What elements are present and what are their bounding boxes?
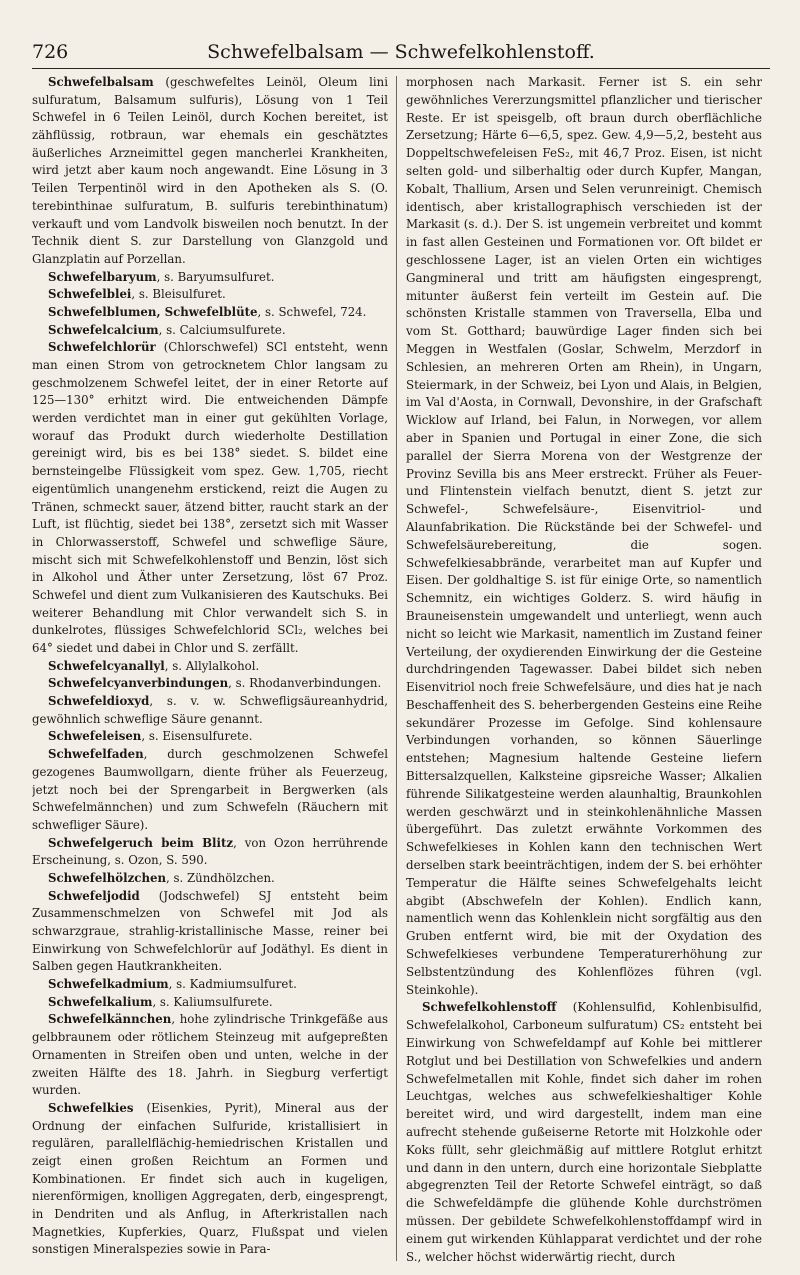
entry-body: (Kohlensulfid, Kohlenbisulfid, Schwefelalkohol, Carboneum sulfuratum) CS₂ entsteht bei Einwirkung von Schwefeldampf auf Kohle bei mittlerer Rotglut und bei Destillation von Schwefelkies und andern Schwefelmetallen mit Kohle, findet sich daher im rohen Leuchtgas, welches aus schwefelkieshaltiger Kohle bereitet wird, und wird dargestellt, indem man eine aufrecht stehende gußeiserne Retorte mit Holzkohle oder Koks füllt, sehr gleichmäßig auf mittlere Rotglut erhitzt und dann in den untern, durch eine horizontale Siebplatte abgegrenzten Teil der Retorte Schwefel einträgt, so daß die Schwefeldämpfe die glühende Kohle durchströmen müssen. Der gebildete Schwefelkohlenstoffdampf wird in einem gut wirkenden Kühlapparat verdichtet und der rohe S., welcher höchst widerwärtig riecht, durch (406, 1000, 762, 1264)
entry-headword: Schwefelbaryum (48, 269, 157, 284)
dictionary-entry (406, 999, 762, 1266)
entry-headword: Schwefelhölzchen (48, 870, 166, 885)
left-column (32, 74, 388, 1266)
entry-headword: Schwefeldioxyd (48, 694, 150, 709)
entry-body: , s. Zündhölzchen. (166, 870, 275, 885)
page-header (32, 38, 770, 66)
column-divider (396, 76, 397, 1261)
entry-headword: Schwefelcyanverbindungen (48, 676, 229, 691)
entry-body: (Jodschwefel) SJ entsteht beim Zusammenschmelzen von Schwefel mit Jod als schwarzgraue, strahlig-kristallinische Masse, reiner bei Einwirkung von Schwefelchlorür auf Jodäthyl. Es dient in Salben gegen Hautkrankheiten. (32, 888, 388, 974)
entry-body: , s. Bleisulfuret. (131, 287, 226, 302)
entry-headword: Schwefelgeruch beim Blitz (48, 835, 234, 850)
entry-headword: Schwefelkohlenstoff (422, 1000, 557, 1015)
entry-body: , s. Schwefel, 724. (257, 304, 367, 319)
page-number: 726 (32, 41, 69, 63)
entry-body: , s. Kaliumsulfurete. (152, 994, 273, 1009)
entry-body: , s. Baryumsulfuret. (156, 269, 275, 284)
entry-continuation (406, 74, 762, 999)
entry-body: , hohe zylindrische Trinkgefäße aus gelbbraunem oder rötlichem Steinzeug mit aufgepreßten Ornamenten in Streifen oben und unten, welche in der zweiten Hälfte des 18. Jahrh. in Siegburg verfertigt wurden. (32, 1012, 388, 1098)
entry-headword: Schwefelfaden (48, 747, 144, 762)
dictionary-entry (32, 269, 388, 287)
dictionary-entry (32, 658, 388, 676)
entry-headword: Schwefelchlorür (48, 340, 156, 355)
entry-body: , von Ozon herrührende Erscheinung, s. Ozon, S. 590. (32, 835, 388, 868)
dictionary-entry (32, 976, 388, 994)
entry-body: , s. Eisensulfurete. (141, 729, 253, 744)
dictionary-entry (32, 1100, 388, 1259)
entry-headword: Schwefelblei (48, 287, 132, 302)
dictionary-entry (32, 675, 388, 693)
entry-headword: Schwefelkalium (48, 994, 153, 1009)
entry-headword: Schwefelkännchen (48, 1012, 172, 1027)
dictionary-entry (32, 728, 388, 746)
dictionary-entry (32, 746, 388, 834)
entry-headword: Schwefeleisen (48, 729, 142, 744)
dictionary-entry (32, 870, 388, 888)
entry-body: , s. Calciumsulfurete. (158, 322, 286, 337)
right-column (406, 74, 762, 1266)
dictionary-entry (32, 693, 388, 728)
entry-headword: Schwefelblumen, Schwefelblüte (48, 304, 258, 319)
dictionary-entry (32, 304, 388, 322)
entry-body: , s. Kadmiumsulfuret. (168, 977, 297, 992)
dictionary-entry (32, 339, 388, 657)
entry-body: , s. v. w. Schwefligsäureanhydrid, gewöhnlich schweflige Säure genannt. (32, 694, 388, 726)
dictionary-entry (32, 286, 388, 304)
entry-headword: Schwefelcyanallyl (48, 658, 165, 673)
dictionary-entry (32, 322, 388, 340)
entry-body: (geschwefeltes Leinöl, Oleum lini sulfuratum, Balsamum sulfuris), Lösung von 1 Teil Schwefel in 6 Teilen Leinöl, durch Kochen bereitet, ist zähflüssig, rotbraun, war ehemals ein geschätztes äußerliches Arzneimittel gegen mancherlei Krankheiten, wird jetzt aber kaum noch angewandt. Eine Lösung in 3 Teilen Terpentinöl wird in den Apotheken als S. (O. terebinthinae sulfuratum, B. sulfuris terebinthinatum) verkauft und vom Landvolk bisweilen noch benutzt. In der Technik dient S. zur Darstellung von Glanzgold und Glanzplatin auf Porzellan. (32, 75, 388, 266)
running-title: Schwefelbalsam — Schwefelkohlenstoff. (207, 41, 595, 63)
entry-headword: Schwefelkies (48, 1100, 134, 1115)
entry-body: morphosen nach Markasit. Ferner ist S. ein sehr gewöhnliches Vererzungsmittel pflanzlicher und tierischer Reste. Er ist speisgelb, oft braun durch oberflächliche Zersetzung; Härte 6—6,5, spez. Gew. 4,9—5,2, besteht aus Doppeltschwefeleisen FeS₂, mit 46,7 Proz. Eisen, ist nicht selten gold- und silberhaltig oder durch Kupfer, Mangan, Kobalt, Thallium, Arsen und Selen verunreinigt. Chemisch identisch, aber kristallographisch verschieden ist der Markasit (s. d.). Der S. ist ungemein verbreitet und kommt in fast allen Gesteinen und Formationen vor. Oft bildet er geschlossene Lager, ist an vielen Orten ein wichtiges Gangmineral und tritt am häufigsten eingesprengt, mitunter äußerst fein verteilt im Gestein auf. Die schönsten Kristalle stammen von Traversella, Elba und vom St. Gotthard; bauwürdige Lager finden sich bei Meggen in Westfalen (Goslar, Schwelm, Merzdorf in Schlesien, an mehreren Orten am Rhein), in Ungarn, Steiermark, in der Schweiz, bei Lyon und Alais, in Belgien, im Val d'Aosta, in Cornwall, Devonshire, in der Grafschaft Wicklow auf Irland, bei Falun, in Norwegen, vor allem aber in Spanien und Portugal in einer Zone, die sich parallel der Sierra Morena von der Westgrenze der Provinz Sevilla bis ans Meer erstreckt. Früher als Feuer- und Flintenstein vielfach benutzt, dient S. jetzt zur Schwefel-, Schwefelsäure-, Eisenvitriol- und Alaunfabrikation. Die Rückstände bei der Schwefel- und Schwefelsäurebereitung, die sogen. Schwefelkiesabbrände, verarbeitet man auf Kupfer und Eisen. Der goldhaltige S. ist für einige Orte, so namentlich Schemnitz, ein wichtiges Golderz. S. wird häufig in Brauneisenstein umgewandelt und unterliegt, wenn auch nicht so leicht wie Markasit, namentlich im Zustand feiner Verteilung, der oxydierenden Einwirkung der die Gesteine durchdringenden Tagewasser. Dabei bildet sich neben Eisenvitriol noch freie Schwefelsäure, und dies hat je nach Beschaffenheit des S. beherbergenden Gesteins eine Reihe sekundärer Prozesse im Gefolge. Sind kohlensaure Verbindungen vorhanden, so können Säuerlinge entstehen; Magnesium haltende Gesteine liefern Bittersalzquellen, Kalksteine gipsreiche Wasser; Alkalien führende Silikatgesteine werden alaunhaltig, Braunkohlen werden geschwärzt und in steinkohlenähnliche Massen übergeführt. Das zuletzt erwähnte Vorkommen des Schwefelkieses in Kohlen kann den technischen Wert derselben stark beeinträchtigen, indem der S. bei erhöhter Temperatur die Hälfte seines Schwefelgehalts leicht abgibt (Abschwefeln der Kohlen). Endlich kann, namentlich wenn das Kohlenklein nicht sorgfältig aus den Gruben entfernt wird, bie mit der Oxydation des Schwefelkieses verbundene Temperaturerhöhung zur Selbstentzündung des Kohlenflözes führen (vgl. Steinkohle). (406, 75, 762, 997)
entry-body: (Eisenkies, Pyrit), Mineral aus der Ordnung der einfachen Sulfuride, kristallisiert in regulären, parallelflächig-hemiedrischen Kristallen und zeigt einen großen Reichtum an Formen und Kombinationen. Er findet sich auch in kugeligen, nierenförmigen, knolligen Aggregaten, derb, eingesprengt, in Dendriten und als Anflug, in Afterkristallen nach Magnetkies, Kupferkies, Quarz, Flußspat und vielen sonstigen Mineralspezies sowie in Para- (32, 1100, 388, 1257)
entry-headword: Schwefelcalcium (48, 322, 159, 337)
dictionary-entry (32, 74, 388, 269)
dictionary-entry (32, 1011, 388, 1099)
entry-headword: Schwefelbalsam (48, 75, 154, 89)
dictionary-entry (32, 888, 388, 976)
entry-body: , s. Allylalkohol. (164, 658, 260, 673)
dictionary-entry (32, 835, 388, 870)
dictionary-entry (32, 994, 388, 1012)
entry-headword: Schwefeljodid (48, 888, 140, 903)
entry-body: (Chlorschwefel) SCl entsteht, wenn man einen Strom von getrocknetem Chlor langsam zu geschmolzenem Schwefel leitet, der in einer Retorte auf 125—130° erhitzt wird. Die entweichenden Dämpfe werden verdichtet man in einer gut gekühlten Vorlage, worauf das Produkt durch wiederholte Destillation gereinigt wird, bis es bei 138° siedet. S. bildet eine bernsteingelbe Flüssigkeit vom spez. Gew. 1,705, riecht eigentümlich unangenehm erstickend, reizt die Augen zu Tränen, schmeckt sauer, ätzend bitter, raucht stark an der Luft, ist flüchtig, siedet bei 138°, zersetzt sich mit Wasser in Chlorwasserstoff, Schwefel und schweflige Säure, mischt sich mit Schwefelkohlenstoff und Benzin, löst sich in Alkohol und Äther unter Zersetzung, löst 67 Proz. Schwefel und dient zum Vulkanisieren des Kautschuks. Bei weiterer Behandlung mit Chlor verwandelt sich S. in dunkelrotes, flüssiges Schwefelchlorid SCl₂, welches bei 64° siedet und dabei in Chlor und S. zerfällt. (32, 340, 388, 655)
entry-body: , s. Rhodanverbindungen. (228, 676, 382, 691)
header-rule (32, 68, 770, 69)
entry-body: , durch geschmolzenen Schwefel gezogenes Baumwollgarn, diente früher als Feuerzeug, jetzt noch bei der Sprengarbeit in Bergwerken (als Schwefelmännchen) und zum Schwefeln (Räuchern mit schwefliger Säure). (32, 747, 388, 832)
entry-headword: Schwefelkadmium (48, 977, 169, 992)
